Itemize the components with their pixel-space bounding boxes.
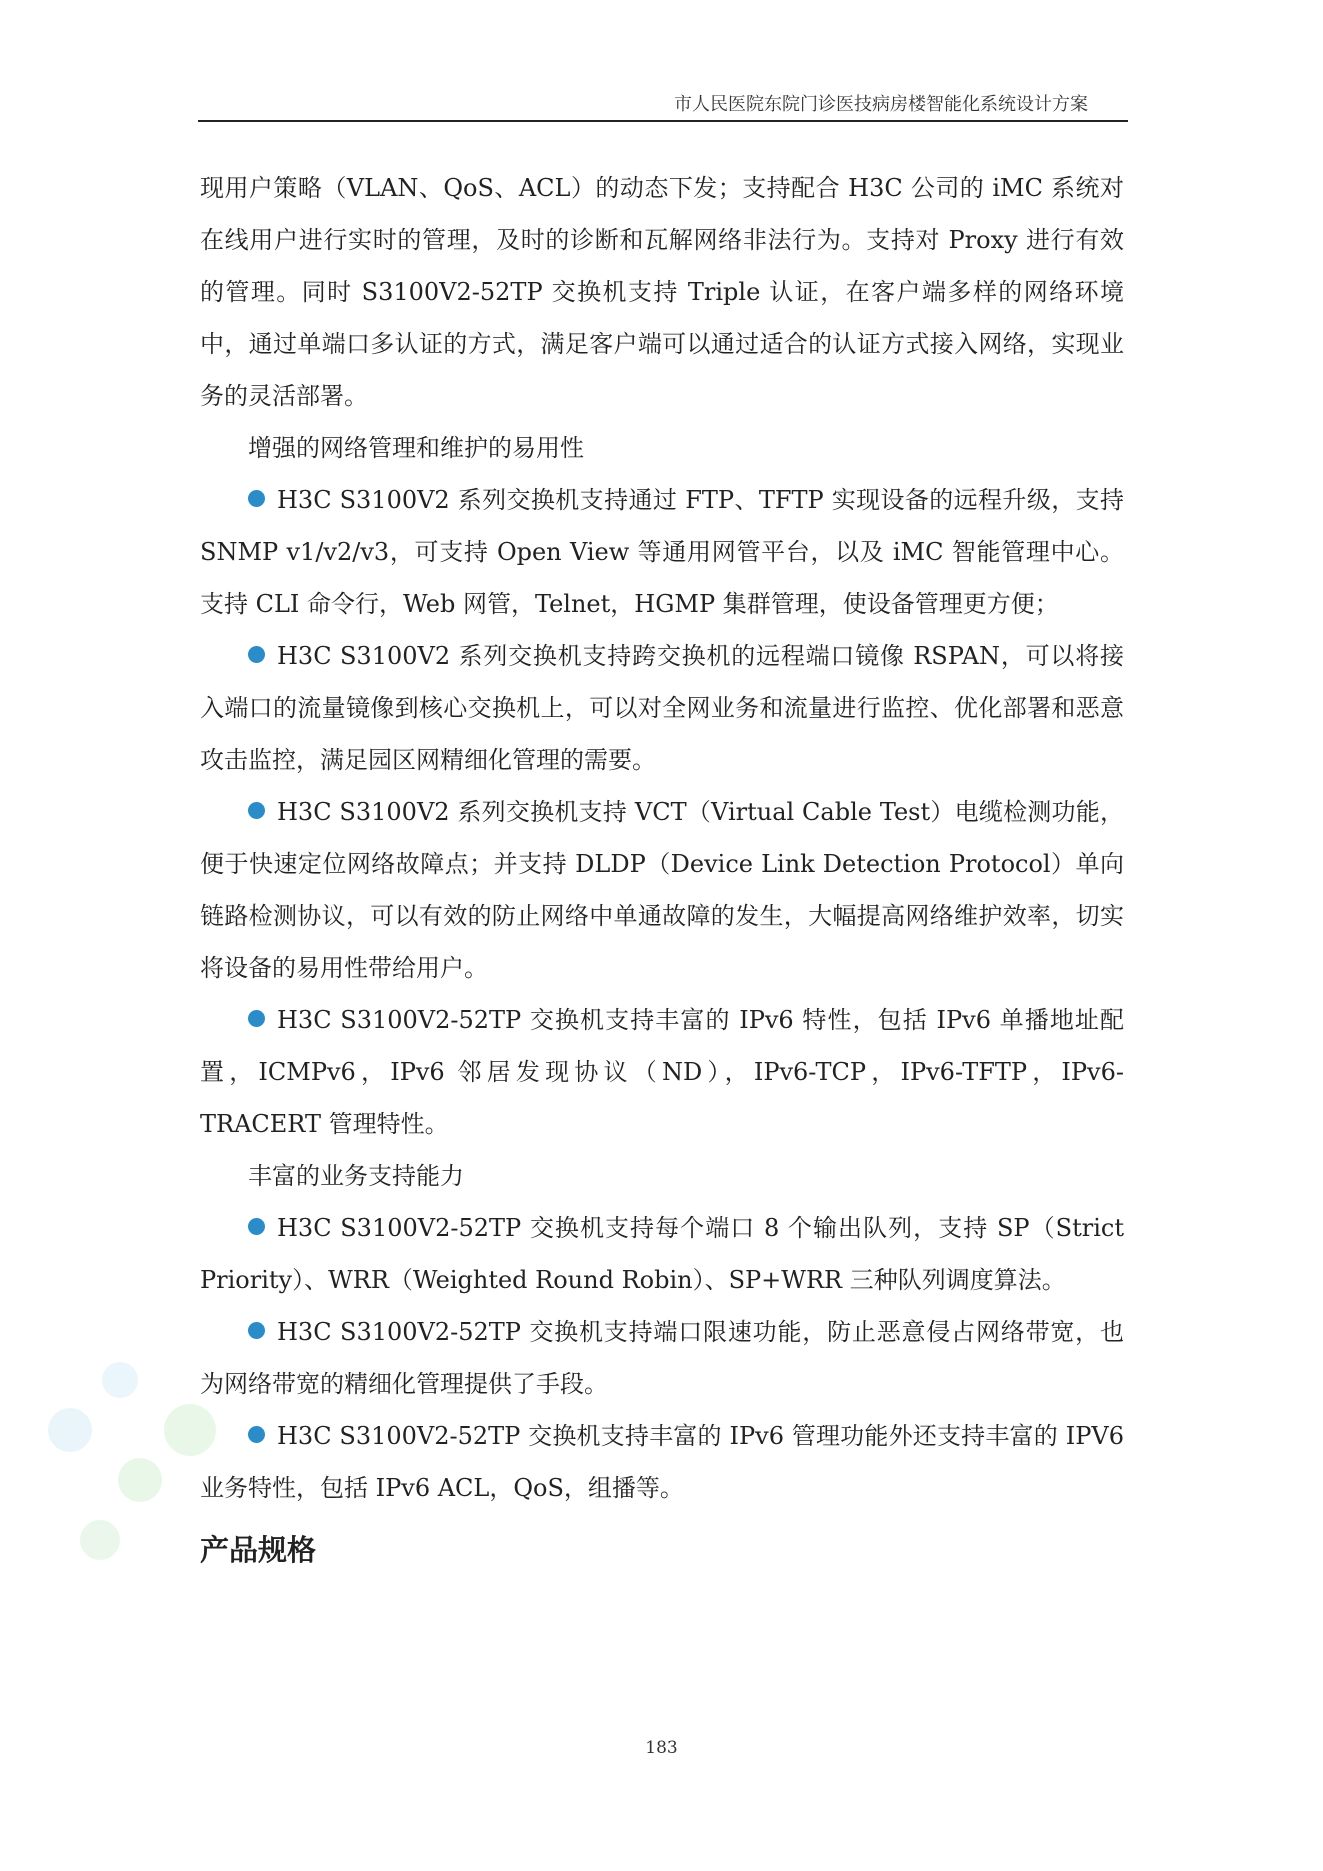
bullet-paragraph: [200, 1202, 1124, 1306]
bullet-text: H3C S3100V2-52TP 交换机支持端口限速功能，防止恶意侵占网络带宽，也为网络带宽的精细化管理提供了手段。: [200, 1318, 1124, 1398]
page-header: [198, 90, 1128, 122]
page-number: 183: [645, 1738, 678, 1758]
bullet-text: H3C S3100V2 系列交换机支持通过 FTP、TFTP 实现设备的远程升级，支持 SNMP v1/v2/v3，可支持 Open View 等通用网管平台，以及 iMC 智能管理中心。支持 CLI 命令行，Web 网管，Telnet，HGMP 集群管理，使设备管理更方便；: [200, 486, 1124, 618]
bullet-paragraph: [200, 1410, 1124, 1514]
bullet-text: H3C S3100V2 系列交换机支持 VCT（Virtual Cable Test）电缆检测功能，便于快速定位网络故障点；并支持 DLDP（Device Link Detection Protocol）单向链路检测协议，可以有效的防止网络中单通故障的发生，大幅提高网络维护效率，切实将设备的易用性带给用户。: [200, 798, 1124, 982]
bullet-icon: [248, 646, 265, 663]
bullet-icon: [248, 1322, 265, 1339]
document-body: [200, 162, 1124, 1580]
subheading-network-management: 增强的网络管理和维护的易用性: [248, 434, 584, 462]
bullet-paragraph: [200, 786, 1124, 994]
bullet-paragraph: [200, 1306, 1124, 1410]
bullet-icon: [248, 1010, 265, 1027]
bullet-paragraph: [200, 630, 1124, 786]
bullet-icon: [248, 1218, 265, 1235]
paragraph: 现用户策略（VLAN、QoS、ACL）的动态下发；支持配合 H3C 公司的 iMC 系统对在线用户进行实时的管理，及时的诊断和瓦解网络非法行为。支持对 Proxy 进行有效的管理。同时 S3100V2-52TP 交换机支持 Triple 认证，在客户端多样的网络环境中，通过单端口多认证的方式，满足客户端可以通过适合的认证方式接入网络，实现业务的灵活部署。: [200, 174, 1124, 410]
section-heading: 产品规格: [200, 1533, 317, 1567]
header-title: 市人民医院东院门诊医技病房楼智能化系统设计方案: [674, 94, 1088, 115]
subheading-service-support: 丰富的业务支持能力: [248, 1162, 464, 1190]
bullet-text: H3C S3100V2-52TP 交换机支持丰富的 IPv6 管理功能外还支持丰富的 IPV6 业务特性，包括 IPv6 ACL，QoS，组播等。: [200, 1422, 1124, 1502]
bullet-text: H3C S3100V2-52TP 交换机支持每个端口 8 个输出队列，支持 SP（Strict Priority）、WRR（Weighted Round Robin）、SP+WRR 三种队列调度算法。: [200, 1214, 1124, 1294]
bullet-text: H3C S3100V2-52TP 交换机支持丰富的 IPv6 特性，包括 IPv6 单播地址配置，ICMPv6，IPv6 邻居发现协议（ND），IPv6-TCP，IPv6-TFTP，IPv6-TRACERT 管理特性。: [200, 1006, 1124, 1138]
bullet-text: H3C S3100V2 系列交换机支持跨交换机的远程端口镜像 RSPAN，可以将接入端口的流量镜像到核心交换机上，可以对全网业务和流量进行监控、优化部署和恶意攻击监控，满足园区网精细化管理的需要。: [200, 642, 1124, 774]
bullet-icon: [248, 1426, 265, 1443]
bullet-icon: [248, 802, 265, 819]
bullet-icon: [248, 490, 265, 507]
bullet-paragraph: [200, 994, 1124, 1150]
bullet-paragraph: [200, 474, 1124, 630]
